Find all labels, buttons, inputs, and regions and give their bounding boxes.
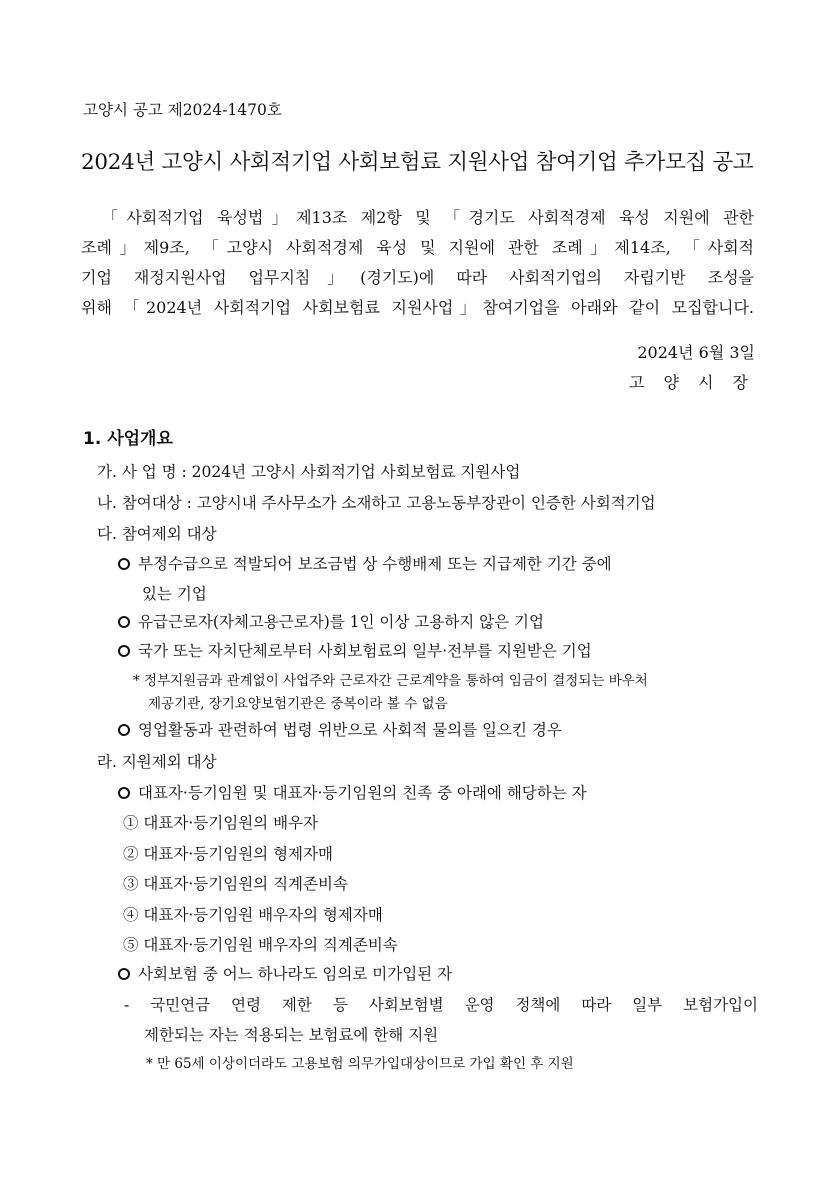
circle-bullet-icon: [118, 558, 130, 570]
exclusion-note: * 정부지원금과 관계없이 사업주와 근로자간 근로계약을 통하여 임금이 결정되는 바우처: [133, 673, 648, 689]
intro-line: 「사회적기업 육성법」제13조 제2항 및 「경기도 사회적경제 육성 지원에 관한: [102, 208, 754, 227]
exclusion-item: 유급근로자(자체고용근로자)를 1인 이상 고용하지 않은 기업: [118, 610, 544, 632]
support-exclusion-item: 사회보험 중 어느 하나라도 임의로 미가입된 자: [118, 962, 452, 984]
exclusion-item-continued: 있는 기업: [142, 585, 207, 603]
item-support-exclusion-heading: 라. 지원제외 대상: [97, 753, 217, 771]
exclusion-note-continued: 제공기관, 장기요양보험기관은 중복이라 볼 수 없음: [148, 696, 448, 712]
pension-note-continued: 제한되는 자는 적용되는 보험료에 한해 지원: [144, 1026, 439, 1044]
pension-note: - 국민연금 연령 제한 등 사회보험별 운영 정책에 따라 일부 보험가입이: [124, 996, 758, 1014]
circle-bullet-icon: [118, 616, 130, 628]
circle-bullet-icon: [118, 787, 130, 799]
item-exclusion-heading: 다. 참여제외 대상: [97, 525, 217, 543]
relative-item: ② 대표자·등기임원의 형제자매: [123, 845, 333, 863]
relative-item: ⑤ 대표자·등기임원 배우자의 직계존비속: [123, 936, 398, 954]
document-title: 2024년 고양시 사회적기업 사회보험료 지원사업 참여기업 추가모집 공고: [81, 150, 754, 175]
relative-item: ④ 대표자·등기임원 배우자의 형제자매: [123, 906, 383, 924]
notice-date: 2024년 6월 3일: [637, 343, 755, 362]
circle-bullet-icon: [118, 645, 130, 657]
relative-item: ① 대표자·등기임원의 배우자: [123, 814, 318, 832]
section-heading: 1. 사업개요: [83, 429, 173, 449]
exclusion-item: 부정수급으로 적발되어 보조금법 상 수행배제 또는 지급제한 기간 중에: [118, 552, 612, 574]
intro-line: 위해 「2024년 사회적기업 사회보험료 지원사업」참여기업을 아래와 같이 모집합니다.: [81, 298, 754, 317]
support-exclusion-item: 대표자·등기임원 및 대표자·등기임원의 친족 중 아래에 해당하는 자: [118, 781, 587, 803]
item-project-name: 가. 사 업 명 : 2024년 고양시 사회적기업 사회보험료 지원사업: [97, 463, 521, 481]
intro-paragraph: [81, 203, 754, 323]
circle-bullet-icon: [118, 968, 130, 980]
intro-line: 기업 재정지원사업 업무지침」(경기도)에 따라 사회적기업의 자립기반 조성을: [81, 268, 754, 287]
signer: 고 양 시 장: [628, 373, 755, 392]
exclusion-item: 국가 또는 자치단체로부터 사회보험료의 일부·전부를 지원받은 기업: [118, 639, 592, 661]
circle-bullet-icon: [118, 724, 130, 736]
pension-footnote: * 만 65세 이상이더라도 고용보험 의무가입대상이므로 가입 확인 후 지원: [146, 1056, 574, 1072]
exclusion-item: 영업활동과 관련하여 법령 위반으로 사회적 물의를 일으킨 경우: [118, 718, 562, 740]
notice-number: 고양시 공고 제2024-1470호: [83, 101, 282, 119]
relative-item: ③ 대표자·등기임원의 직계존비속: [123, 875, 348, 893]
item-eligibility: 나. 참여대상 : 고양시내 주사무소가 소재하고 고용노동부장관이 인증한 사회적기업: [97, 494, 656, 512]
intro-line: 조례」제9조, 「고양시 사회적경제 육성 및 지원에 관한 조례」제14조, 「사회적: [81, 238, 754, 257]
